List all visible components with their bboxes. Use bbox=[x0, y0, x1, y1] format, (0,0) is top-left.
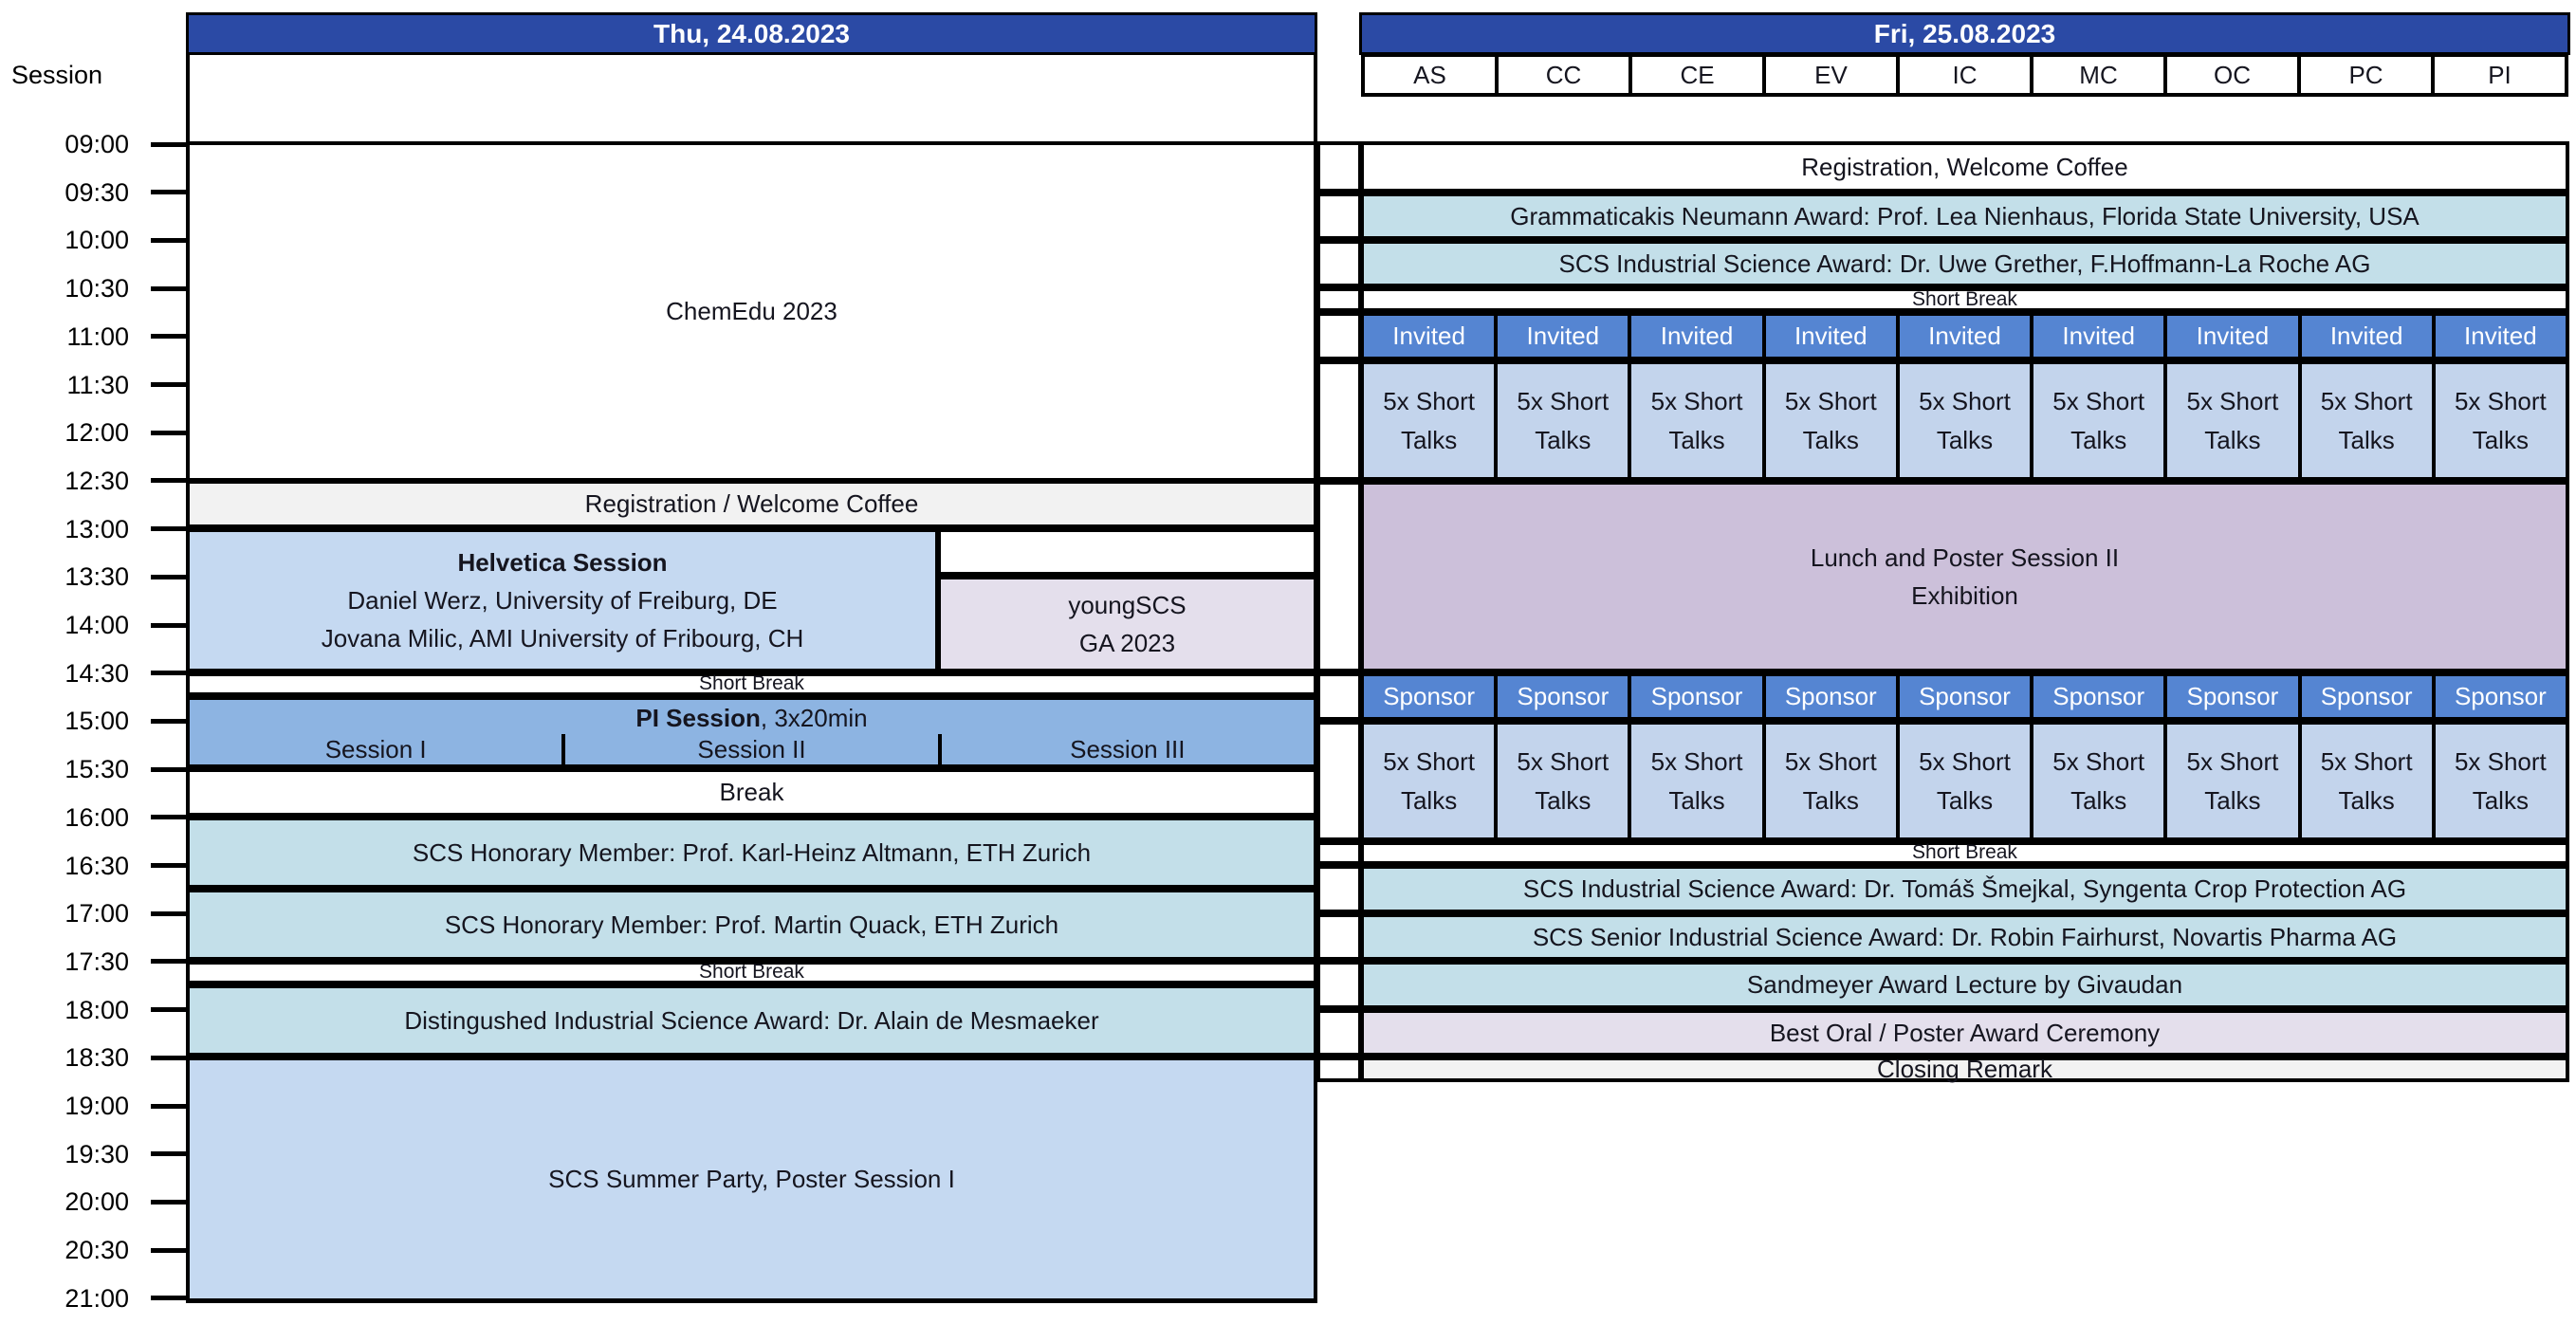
event-label: Talks bbox=[1936, 785, 1994, 815]
time-tick bbox=[151, 1104, 187, 1109]
event-label: Invited bbox=[2196, 322, 2270, 350]
time-label: 19:30 bbox=[64, 1139, 129, 1168]
time-label: 17:00 bbox=[64, 899, 129, 929]
break-label: Short Break bbox=[699, 961, 804, 984]
event-label: Invited bbox=[1794, 322, 1868, 350]
sponsor-row-cell bbox=[1631, 676, 1761, 717]
event-label: Sponsor bbox=[1919, 682, 2011, 710]
event-label: SCS Senior Industrial Science Award: Dr. Robin Fairhurst, Novartis Pharma AG bbox=[1532, 922, 2398, 951]
event-label: 5x Short bbox=[2052, 387, 2145, 416]
event-chemedu bbox=[190, 145, 1314, 478]
event-label: Talks bbox=[2338, 425, 2395, 454]
invited-row-cell bbox=[2436, 316, 2566, 357]
event-label: 5x Short bbox=[1650, 747, 1743, 777]
event-label: Invited bbox=[1660, 322, 1734, 350]
event-label: SCS Summer Party, Poster Session I bbox=[548, 1165, 955, 1194]
event-label: 5x Short bbox=[2186, 387, 2279, 416]
track-header: OC bbox=[2167, 57, 2297, 93]
empty-slot bbox=[941, 532, 1314, 572]
event-label: Grammaticakis Neumann Award: Prof. Lea Nienhaus, Florida State University, USA bbox=[1510, 201, 2420, 230]
event-label: 5x Short bbox=[1919, 747, 2011, 777]
event-distinguished-award bbox=[190, 988, 1314, 1053]
sponsor-row-cell bbox=[2436, 676, 2566, 717]
event-industrial-award-grether bbox=[1364, 244, 2566, 284]
event-helvetica-session bbox=[190, 532, 935, 669]
friday-track-header-row bbox=[1361, 53, 2568, 97]
short-talks-row-cell bbox=[2033, 364, 2163, 477]
break-label: Short Break bbox=[699, 672, 804, 695]
time-label: 20:00 bbox=[64, 1187, 129, 1217]
track-header: MC bbox=[2033, 57, 2163, 93]
event-label: Sponsor bbox=[2052, 682, 2145, 710]
event-award-ceremony bbox=[1364, 1013, 2566, 1053]
event-industrial-award-smejkal bbox=[1364, 869, 2566, 910]
event-label: 5x Short bbox=[1517, 747, 1610, 777]
event-sandmeyer-award bbox=[1364, 965, 2566, 1005]
invited-row-cell bbox=[1900, 316, 2030, 357]
short-talks-row-cell bbox=[1498, 725, 1628, 837]
short-break bbox=[190, 961, 1314, 984]
event-label: Talks bbox=[2204, 425, 2261, 454]
time-label: 14:30 bbox=[64, 658, 129, 688]
event-label: Talks bbox=[1535, 425, 1592, 454]
event-label: 5x Short bbox=[1383, 387, 1476, 416]
pi-session-title bbox=[190, 700, 1314, 734]
event-label: Sponsor bbox=[1784, 682, 1877, 710]
time-tick bbox=[151, 815, 187, 819]
event-label: 5x Short bbox=[1383, 747, 1476, 777]
time-tick bbox=[151, 526, 187, 531]
track-header: CC bbox=[1499, 57, 1628, 93]
short-talks-row-cell bbox=[1766, 364, 1896, 477]
time-label: 11:30 bbox=[66, 370, 129, 399]
spacer-cell bbox=[1320, 196, 1358, 236]
event-label: Sponsor bbox=[1650, 682, 1743, 710]
time-tick bbox=[151, 1151, 187, 1156]
short-break bbox=[190, 672, 1314, 695]
event-label: Invited bbox=[1928, 322, 2001, 350]
track-header: AS bbox=[1365, 57, 1495, 93]
event-label: SCS Industrial Science Award: Dr. Uwe Grether, F.Hoffmann-La Roche AG bbox=[1558, 248, 2371, 278]
event-speaker: Daniel Werz, University of Freiburg, DE bbox=[347, 585, 778, 615]
event-label: youngSCS bbox=[1068, 590, 1187, 619]
time-label: 09:30 bbox=[64, 177, 129, 207]
sponsor-row-cell bbox=[1364, 676, 1494, 717]
time-label: 16:00 bbox=[64, 802, 129, 832]
friday-table bbox=[1316, 141, 2569, 1082]
sponsor-row bbox=[1364, 676, 2566, 717]
time-label: 21:00 bbox=[64, 1283, 129, 1313]
event-label: GA 2023 bbox=[1078, 629, 1176, 657]
time-label: 16:30 bbox=[64, 851, 129, 880]
event-registration-thu bbox=[190, 484, 1314, 524]
track-header: PI bbox=[2435, 57, 2565, 93]
event-label: Short Break bbox=[1912, 287, 2017, 310]
time-label: 13:00 bbox=[64, 514, 129, 543]
thursday-table bbox=[186, 141, 1317, 1303]
event-registration-fri bbox=[1364, 145, 2566, 189]
spacer-cell bbox=[1320, 244, 1358, 284]
spacer-cell bbox=[1320, 676, 1358, 717]
event-label: Talks bbox=[1668, 425, 1725, 454]
time-tick bbox=[151, 1007, 187, 1012]
event-label: Talks bbox=[1400, 425, 1458, 454]
time-tick bbox=[151, 1200, 187, 1204]
time-label: 18:00 bbox=[64, 995, 129, 1024]
time-label: 15:00 bbox=[64, 707, 129, 736]
time-label: 10:00 bbox=[64, 226, 129, 255]
event-label: Talks bbox=[1936, 425, 1994, 454]
sponsor-row-cell bbox=[2167, 676, 2297, 717]
invited-row-cell bbox=[1364, 316, 1494, 357]
event-label: Sponsor bbox=[1517, 682, 1610, 710]
time-label: 18:30 bbox=[64, 1043, 129, 1073]
friday-header-banner: Fri, 25.08.2023 bbox=[1359, 12, 2570, 55]
time-label: 20:30 bbox=[64, 1236, 129, 1265]
time-tick bbox=[151, 286, 187, 291]
time-label: 09:00 bbox=[64, 130, 129, 158]
pi-session-1: Session I bbox=[324, 734, 427, 763]
invited-row-cell bbox=[1498, 316, 1628, 357]
short-talks-row bbox=[1364, 725, 2566, 837]
pi-title-bold: PI Session bbox=[635, 703, 761, 732]
short-talks-row-cell bbox=[2167, 364, 2297, 477]
track-header: IC bbox=[1900, 57, 2030, 93]
sponsor-row-cell bbox=[1766, 676, 1896, 717]
spacer-cell bbox=[1320, 485, 1358, 669]
pi-session-2: Session II bbox=[561, 734, 937, 765]
time-tick bbox=[151, 382, 187, 387]
spacer-cell bbox=[1320, 364, 1358, 477]
short-talks-row-cell bbox=[1900, 364, 2030, 477]
event-label: 5x Short bbox=[2052, 747, 2145, 777]
event-label: Talks bbox=[2338, 785, 2395, 815]
invited-row-cell bbox=[1766, 316, 1896, 357]
short-talks-row-cell bbox=[2033, 725, 2163, 837]
break-label: Break bbox=[719, 778, 784, 807]
event-pi-session bbox=[190, 700, 1314, 764]
time-tick bbox=[151, 671, 187, 675]
short-talks-row-cell bbox=[1364, 725, 1494, 837]
event-label: 5x Short bbox=[2320, 747, 2413, 777]
event-label: Sponsor bbox=[2454, 682, 2547, 710]
time-label: 15:30 bbox=[64, 755, 129, 784]
spacer-cell bbox=[1320, 1060, 1358, 1078]
short-talks-row bbox=[1364, 364, 2566, 477]
short-talks-row-cell bbox=[1766, 725, 1896, 837]
time-tick bbox=[151, 238, 187, 243]
pi-session-3: Session III bbox=[938, 734, 1314, 765]
event-label: Invited bbox=[1392, 322, 1465, 350]
event-label: ChemEdu 2023 bbox=[666, 297, 837, 326]
invited-row-cell bbox=[2302, 316, 2432, 357]
short-talks-row-cell bbox=[1498, 364, 1628, 477]
time-tick bbox=[151, 767, 187, 772]
event-label: Sandmeyer Award Lecture by Givaudan bbox=[1746, 970, 2183, 1000]
time-label: 13:30 bbox=[64, 562, 129, 592]
event-label: 5x Short bbox=[1517, 387, 1610, 416]
event-label: SCS Honorary Member: Prof. Martin Quack, ETH Zurich bbox=[444, 910, 1059, 939]
spacer-cell bbox=[1320, 917, 1358, 957]
event-label: Invited bbox=[1526, 322, 1600, 350]
event-youngscs-ga bbox=[941, 579, 1314, 669]
event-honorary-quack bbox=[190, 892, 1314, 957]
event-label: 5x Short bbox=[2320, 387, 2413, 416]
time-tick bbox=[151, 719, 187, 724]
event-label: Registration / Welcome Coffee bbox=[584, 489, 919, 519]
spacer-cell bbox=[1320, 965, 1358, 1005]
event-label: Talks bbox=[2070, 785, 2127, 815]
short-talks-row-cell bbox=[1900, 725, 2030, 837]
event-label: 5x Short bbox=[1919, 387, 2011, 416]
event-label: Talks bbox=[1802, 425, 1859, 454]
sponsor-row-cell bbox=[1498, 676, 1628, 717]
spacer-cell bbox=[1320, 845, 1358, 861]
event-label: Exhibition bbox=[1911, 581, 2018, 610]
track-header: PC bbox=[2301, 57, 2431, 93]
session-row-label: Session bbox=[11, 61, 103, 89]
sponsor-row-cell bbox=[1900, 676, 2030, 717]
spacer-cell bbox=[1320, 145, 1358, 189]
short-talks-row-cell bbox=[2167, 725, 2297, 837]
event-label: Registration, Welcome Coffee bbox=[1801, 152, 2128, 181]
invited-row bbox=[1364, 316, 2566, 357]
time-tick bbox=[151, 1248, 187, 1253]
short-talks-row-cell bbox=[2302, 725, 2432, 837]
event-label: Talks bbox=[2070, 425, 2127, 454]
short-talks-row-cell bbox=[2302, 364, 2432, 477]
event-label: Sponsor bbox=[2320, 682, 2413, 710]
event-senior-industrial-award bbox=[1364, 917, 2566, 957]
time-label: 12:00 bbox=[64, 418, 129, 448]
event-label: 5x Short bbox=[2186, 747, 2279, 777]
time-tick bbox=[151, 911, 187, 916]
time-tick bbox=[151, 863, 187, 868]
sponsor-row-cell bbox=[2033, 676, 2163, 717]
time-tick bbox=[151, 1056, 187, 1060]
event-label: Sponsor bbox=[1383, 682, 1476, 710]
time-tick bbox=[151, 623, 187, 628]
event-lunch-poster-session bbox=[1364, 485, 2566, 669]
time-tick bbox=[151, 1296, 187, 1300]
event-label: Talks bbox=[2472, 785, 2529, 815]
time-label: 12:30 bbox=[64, 466, 129, 495]
short-talks-row-cell bbox=[1631, 364, 1761, 477]
time-tick bbox=[151, 431, 187, 435]
time-label: 14:00 bbox=[64, 611, 129, 639]
time-tick bbox=[151, 142, 187, 147]
invited-row-cell bbox=[2167, 316, 2297, 357]
event-grammaticakis-award bbox=[1364, 196, 2566, 236]
event-label: SCS Honorary Member: Prof. Karl-Heinz Altmann, ETH Zurich bbox=[412, 837, 1092, 867]
track-header: CE bbox=[1632, 57, 1762, 93]
time-label: 10:30 bbox=[64, 274, 129, 303]
short-talks-row-cell bbox=[2436, 725, 2566, 837]
time-tick bbox=[151, 478, 187, 483]
event-label: Sponsor bbox=[2186, 682, 2279, 710]
thursday-header-banner: Thu, 24.08.2023 bbox=[186, 12, 1317, 55]
spacer-cell bbox=[1320, 316, 1358, 357]
sponsor-row-cell bbox=[2302, 676, 2432, 717]
time-tick bbox=[151, 334, 187, 339]
event-label: Talks bbox=[2204, 785, 2261, 815]
pi-title-rest: , 3x20min bbox=[760, 703, 868, 732]
event-label: Talks bbox=[1668, 785, 1725, 815]
event-label: Short Break bbox=[1912, 841, 2017, 864]
short-talks-row-cell bbox=[2436, 364, 2566, 477]
event-label: Invited bbox=[2464, 322, 2537, 350]
event-label: Talks bbox=[1535, 785, 1592, 815]
time-label: 17:30 bbox=[64, 947, 129, 976]
pi-subsessions bbox=[190, 734, 1314, 765]
time-label: 19:00 bbox=[64, 1092, 129, 1120]
time-tick bbox=[151, 575, 187, 579]
spacer-cell bbox=[1320, 869, 1358, 910]
event-label: Invited bbox=[2329, 322, 2403, 350]
event-speaker: Jovana Milic, AMI University of Fribourg, CH bbox=[321, 624, 804, 653]
event-label: Talks bbox=[1400, 785, 1458, 815]
event-label: 5x Short bbox=[2454, 747, 2547, 777]
event-label: 5x Short bbox=[1784, 387, 1877, 416]
spacer-cell bbox=[1320, 291, 1358, 308]
event-summer-party bbox=[190, 1060, 1314, 1298]
time-label: 11:00 bbox=[66, 322, 129, 351]
event-label: 5x Short bbox=[2454, 387, 2547, 416]
invited-row-cell bbox=[1631, 316, 1761, 357]
event-label: Talks bbox=[2472, 425, 2529, 454]
event-label: 5x Short bbox=[1650, 387, 1743, 416]
time-tick bbox=[151, 190, 187, 194]
event-label: SCS Industrial Science Award: Dr. Tomáš Šmejkal, Syngenta Crop Protection AG bbox=[1522, 874, 2407, 904]
spacer-cell bbox=[1320, 1013, 1358, 1053]
break bbox=[190, 772, 1314, 813]
track-header: EV bbox=[1766, 57, 1896, 93]
event-label: Invited bbox=[2062, 322, 2135, 350]
event-label: Closing Remark bbox=[1877, 1055, 2052, 1084]
short-break bbox=[1364, 287, 2566, 310]
event-honorary-altmann bbox=[190, 820, 1314, 885]
event-title: Helvetica Session bbox=[457, 547, 668, 577]
short-break bbox=[1364, 841, 2566, 864]
invited-row-cell bbox=[2033, 316, 2163, 357]
event-label: Talks bbox=[1802, 785, 1859, 815]
event-label: Lunch and Poster Session II bbox=[1810, 542, 2120, 572]
event-closing-remark bbox=[1364, 1055, 2566, 1084]
spacer-cell bbox=[1320, 725, 1358, 837]
short-talks-row-cell bbox=[1364, 364, 1494, 477]
short-talks-row-cell bbox=[1631, 725, 1761, 837]
time-tick bbox=[151, 959, 187, 964]
event-label: Distingushed Industrial Science Award: Dr. Alain de Mesmaeker bbox=[404, 1005, 1099, 1035]
divider bbox=[186, 55, 190, 141]
divider bbox=[1314, 55, 1317, 141]
event-label: Best Oral / Poster Award Ceremony bbox=[1769, 1018, 2161, 1047]
event-label: 5x Short bbox=[1784, 747, 1877, 777]
